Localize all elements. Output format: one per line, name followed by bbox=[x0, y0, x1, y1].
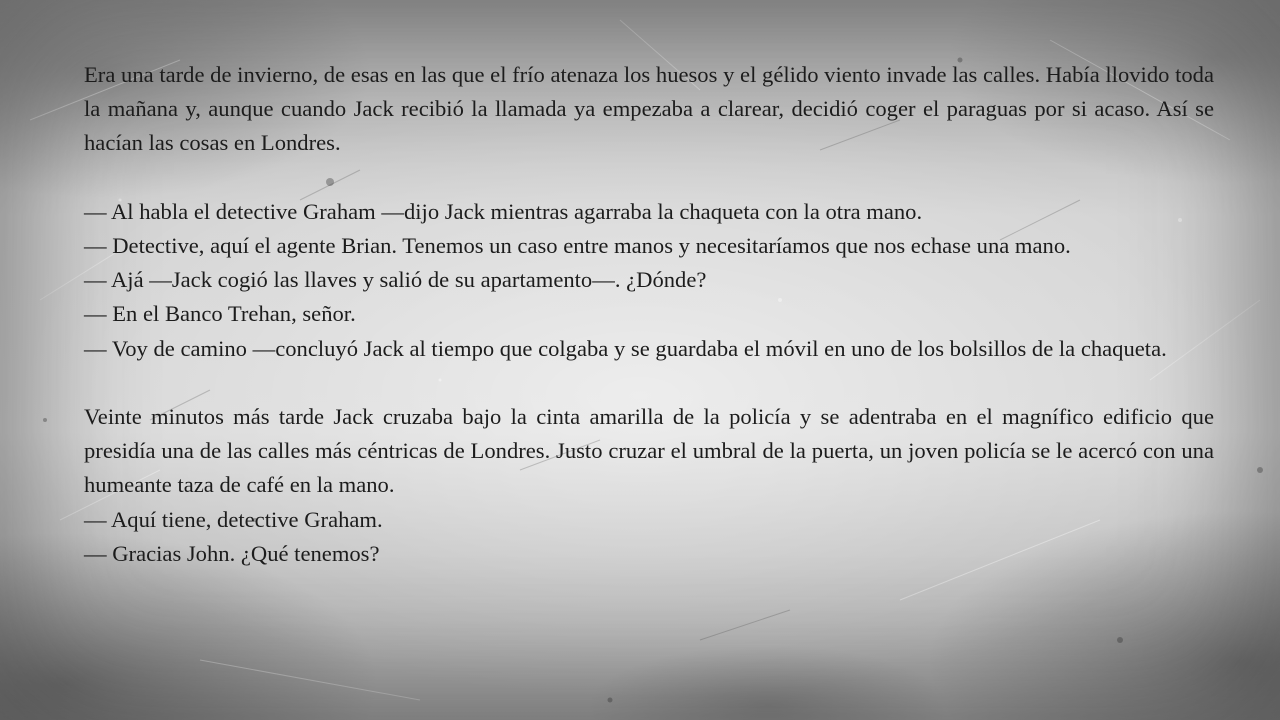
paragraph-spacer bbox=[84, 366, 1214, 400]
dialogue-line: — Aquí tiene, detective Graham. bbox=[84, 506, 383, 532]
dialogue-line: — Ajá —Jack cogió las llaves y salió de su apartamento—. ¿Dónde? bbox=[84, 267, 707, 293]
dialogue-line: — Al habla el detective Graham —dijo Jack mientras agarraba la chaqueta con la otra mano. bbox=[84, 198, 923, 224]
dialogue-line: — Gracias John. ¿Qué tenemos? bbox=[84, 540, 380, 566]
dialogue-line: — Voy de camino —concluyó Jack al tiempo que colgaba y se guardaba el móvil en uno de los bolsillos de la chaqueta. bbox=[84, 335, 1167, 361]
dialogue-line: — En el Banco Trehan, señor. bbox=[84, 301, 356, 327]
narrative-paragraph-1: Era una tarde de invierno, de esas en las que el frío atenaza los huesos y el gélido viento invade las calles. Había llovido toda la mañana y, aunque cuando Jack recibió la llamada ya empezaba a clarear, decidió coger el paraguas por si acaso. Así se hacían las cosas en Londres. bbox=[84, 62, 1214, 156]
dialogue-line: — Detective, aquí el agente Brian. Tenemos un caso entre manos y necesitaríamos que nos echase una mano. bbox=[84, 233, 1071, 258]
story-text bbox=[84, 58, 1214, 571]
paragraph-spacer bbox=[84, 161, 1214, 195]
narrative-paragraph-2: Veinte minutos más tarde Jack cruzaba bajo la cinta amarilla de la policía y se adentraba en el magnífico edificio que presidía una de las calles más céntricas de Londres. Justo cruzar el umbral de la puerta, un joven policía se le acercó con una humeante taza de café en la mano. bbox=[84, 404, 1214, 498]
